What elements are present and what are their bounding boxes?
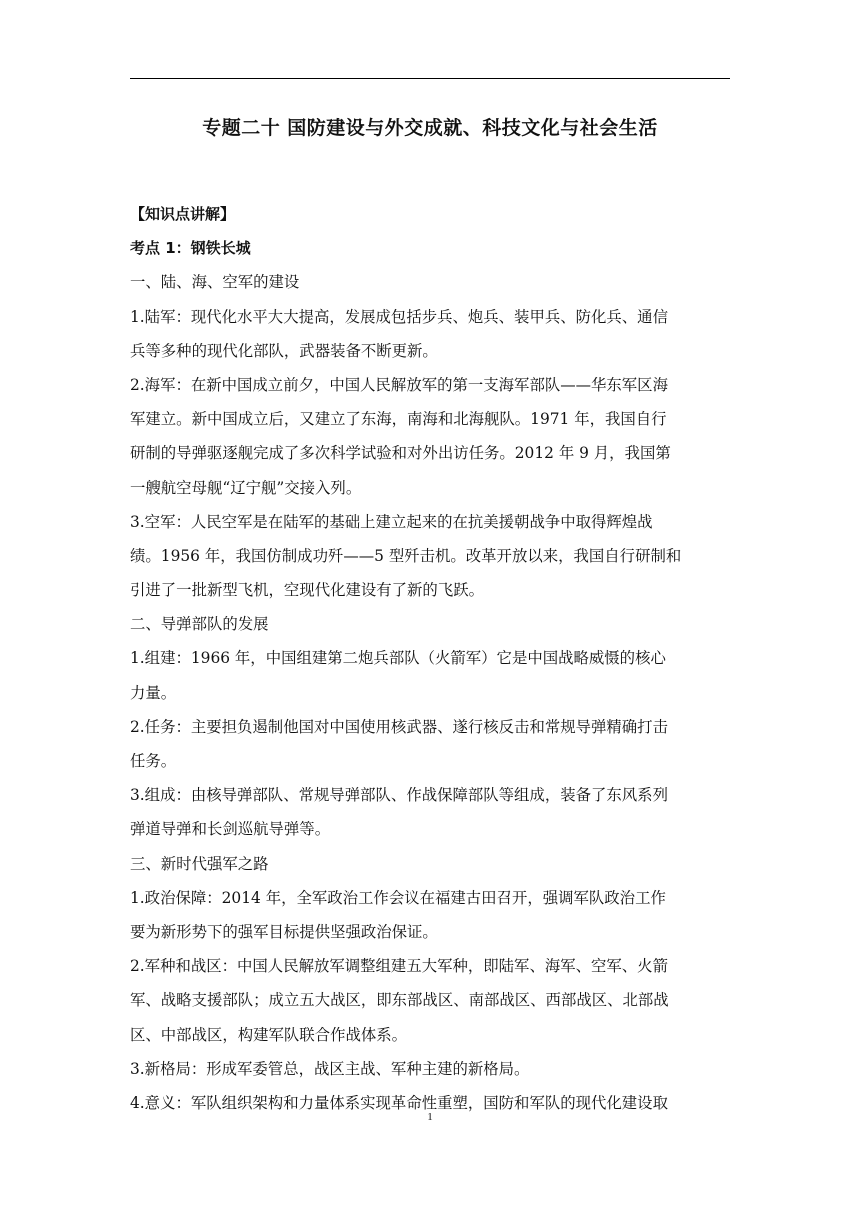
document-title: 专题二十 国防建设与外交成就、科技文化与社会生活 — [202, 117, 658, 139]
text-line: 2.军种和战区：中国人民解放军调整组建五大军种，即陆军、海军、空军、火箭 — [130, 957, 668, 976]
text-line: 绩。1956 年，我国仿制成功歼——5 型歼击机。改革开放以来，我国自行研制和 — [130, 546, 682, 565]
text-line: 弹道导弹和长剑巡航导弹等。 — [130, 820, 331, 839]
text-line: 研制的导弹驱逐舰完成了多次科学试验和对外出访任务。2012 年 9 月，我国第 — [130, 444, 671, 463]
text-line: 区、中部战区，构建军队联合作战体系。 — [130, 1025, 408, 1044]
text-line: 一艘航空母舰“辽宁舰”交接入列。 — [130, 478, 362, 497]
text-line: 军建立。新中国成立后，又建立了东海，南海和北海舰队。1971 年，我国自行 — [130, 410, 667, 429]
text-line: 引进了一批新型飞机，空现代化建设有了新的飞跃。 — [130, 581, 484, 600]
text-line: 三、新时代强军之路 — [130, 854, 269, 873]
text-line: 1.政治保障：2014 年，全军政治工作会议在福建古田召开，强调军队政治工作 — [130, 888, 666, 907]
text-line: 兵等多种的现代化部队，武器装备不断更新。 — [130, 341, 438, 360]
text-line: 4.意义：军队组织架构和力量体系实现革命性重塑，国防和军队的现代化建设取 — [130, 1093, 668, 1112]
text-line: 3.新格局：形成军委管总，战区主战、军种主建的新格局。 — [130, 1059, 530, 1078]
text-line: 力量。 — [130, 683, 177, 702]
section-heading: 考点 1：钢铁长城 — [130, 239, 251, 258]
text-line: 3.空军：人民空军是在陆军的基础上建立起来的在抗美援朝战争中取得辉煌战 — [130, 512, 653, 531]
text-line: 任务。 — [130, 752, 177, 770]
text-line: 1.组建：1966 年，中国组建第二炮兵部队（火箭军）它是中国战略威慑的核心 — [130, 649, 666, 668]
header-rule — [130, 78, 730, 79]
text-line: 2.海军：在新中国成立前夕，中国人民解放军的第一支海军部队——华东军区海 — [130, 375, 668, 394]
text-line: 2.任务：主要担负遏制他国对中国使用核武器、遂行核反击和常规导弹精确打击 — [130, 717, 668, 736]
text-line: 要为新形势下的强军目标提供坚强政治保证。 — [130, 922, 438, 941]
section-heading: 【知识点讲解】 — [130, 205, 236, 223]
text-line: 1.陆军：现代化水平大大提高，发展成包括步兵、炮兵、装甲兵、防化兵、通信 — [130, 307, 668, 326]
text-line: 二、导弹部队的发展 — [130, 615, 269, 634]
text-line: 军、战略支援部队；成立五大战区，即东部战区、南部战区、西部战区、北部战 — [130, 991, 669, 1010]
text-line: 一、陆、海、空军的建设 — [130, 273, 300, 292]
body-text — [130, 197, 730, 1120]
text-line: 3.组成：由核导弹部队、常规导弹部队、作战保障部队等组成，装备了东风系列 — [130, 786, 668, 805]
page-number: 1 — [427, 1111, 433, 1123]
